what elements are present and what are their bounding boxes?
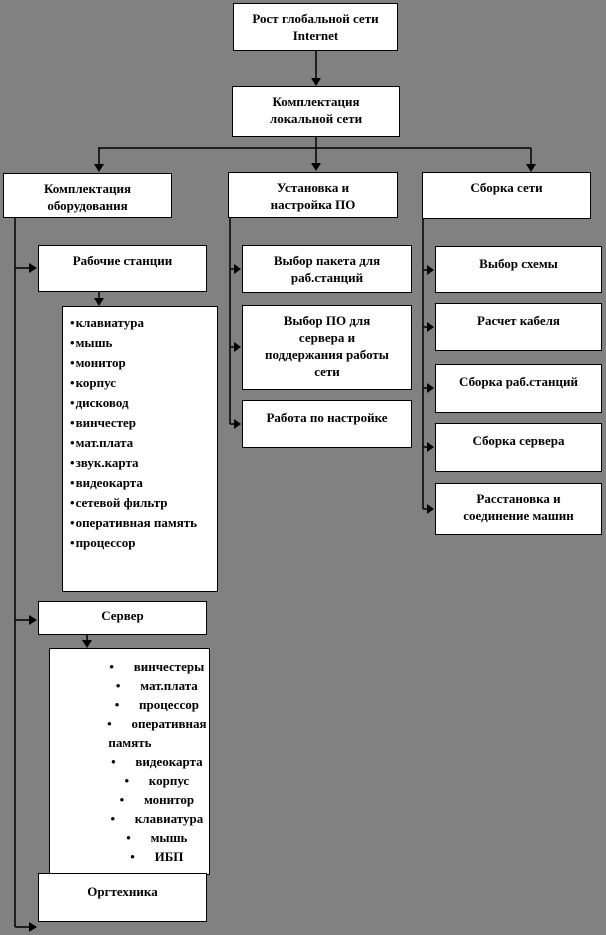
node-workstation-assembly: Сборка раб.станций xyxy=(435,364,602,413)
list-item xyxy=(53,714,207,752)
list-item xyxy=(53,828,207,847)
bullet-icon: • xyxy=(70,395,75,410)
bullet-icon: • xyxy=(70,375,75,390)
node-office-equipment: Оргтехника xyxy=(38,873,207,922)
list-item-label: оперативная память xyxy=(108,716,207,750)
bullet-icon: • xyxy=(70,455,75,470)
list-item-label: мышь xyxy=(75,335,113,350)
list-item xyxy=(70,353,213,373)
node-setup-work: Работа по настройке xyxy=(242,400,412,448)
node-package-for-workstations: Выбор пакета для раб.станций xyxy=(242,245,412,293)
bullet-icon: • xyxy=(114,697,120,712)
list-item-label: мат.плата xyxy=(140,678,198,693)
bullet-icon: • xyxy=(70,475,75,490)
list-item-label: винчестеры xyxy=(133,659,205,674)
list-item xyxy=(53,657,207,676)
list-item xyxy=(53,695,207,714)
bullet-icon: • xyxy=(115,678,121,693)
bullet-icon: • xyxy=(107,716,112,731)
bullet-icon: • xyxy=(70,495,75,510)
list-item xyxy=(70,513,213,533)
list-item-label: видеокарта xyxy=(135,754,203,769)
workstation-components-list xyxy=(62,306,218,592)
bullet-icon: • xyxy=(126,830,131,845)
list-item-label: процессор xyxy=(75,535,136,550)
list-item-label: процессор xyxy=(139,697,199,712)
list-item-label: монитор xyxy=(143,792,195,807)
list-item xyxy=(70,473,213,493)
list-item-label: корпус xyxy=(148,773,190,788)
bullet-icon: • xyxy=(70,415,75,430)
bullet-icon: • xyxy=(70,335,75,350)
node-network-assembly: Сборка сети xyxy=(422,172,591,219)
list-item xyxy=(53,771,207,790)
list-item xyxy=(70,433,213,453)
bullet-icon: • xyxy=(70,535,75,550)
list-item xyxy=(53,752,207,771)
list-item-label: оперативная память xyxy=(75,515,198,530)
list-item xyxy=(70,393,213,413)
node-workstations: Рабочие станции xyxy=(38,245,207,292)
node-software-setup: Установка и настройка ПО xyxy=(228,172,398,218)
list-item xyxy=(70,373,213,393)
node-server-assembly: Сборка сервера xyxy=(435,423,602,472)
bullet-icon: • xyxy=(130,849,135,864)
list-item-label: сетевой фильтр xyxy=(75,495,168,510)
node-lan-configuration: Комплектация локальной сети xyxy=(232,86,400,137)
node-internet-growth: Рост глобальной сети Internet xyxy=(233,3,398,51)
list-item xyxy=(53,809,207,828)
bullet-icon: • xyxy=(109,659,114,674)
list-item-label: винчестер xyxy=(75,415,136,430)
list-item xyxy=(53,847,207,866)
server-components-list xyxy=(49,648,210,875)
bullet-icon: • xyxy=(119,792,125,807)
list-item-label: мышь xyxy=(150,830,188,845)
bullet-icon: • xyxy=(124,773,130,788)
node-server: Сервер xyxy=(38,601,207,635)
list-item xyxy=(70,413,213,433)
list-item-label: клавиатура xyxy=(134,811,204,826)
list-item xyxy=(70,453,213,473)
list-item xyxy=(70,313,213,333)
bullet-icon: • xyxy=(111,754,116,769)
list-item-label: мат.плата xyxy=(75,435,134,450)
bullet-icon: • xyxy=(70,355,75,370)
bullet-icon: • xyxy=(70,515,75,530)
node-server-software-choice: Выбор ПО для сервера и поддержания работы сети xyxy=(242,305,412,390)
list-item-label: видеокарта xyxy=(75,475,143,490)
list-item-label: корпус xyxy=(75,375,116,390)
list-item xyxy=(70,333,213,353)
list-item-label: дисковод xyxy=(75,395,129,410)
node-equipment-configuration: Комплектация оборудования xyxy=(3,173,172,218)
node-cable-calculation: Расчет кабеля xyxy=(435,303,602,351)
bullet-icon: • xyxy=(110,811,116,826)
node-scheme-choice: Выбор схемы xyxy=(435,246,602,293)
list-item-label: монитор xyxy=(75,355,126,370)
list-item xyxy=(53,790,207,809)
node-machine-placement: Расстановка и соединение машин xyxy=(435,483,602,535)
list-item xyxy=(53,676,207,695)
list-item-label: ИБП xyxy=(154,849,184,864)
list-item-label: клавиатура xyxy=(75,315,144,330)
list-item xyxy=(70,493,213,513)
list-item-label: звук.карта xyxy=(75,455,139,470)
bullet-icon: • xyxy=(70,435,75,450)
bullet-icon: • xyxy=(70,315,75,330)
list-item xyxy=(70,533,213,553)
